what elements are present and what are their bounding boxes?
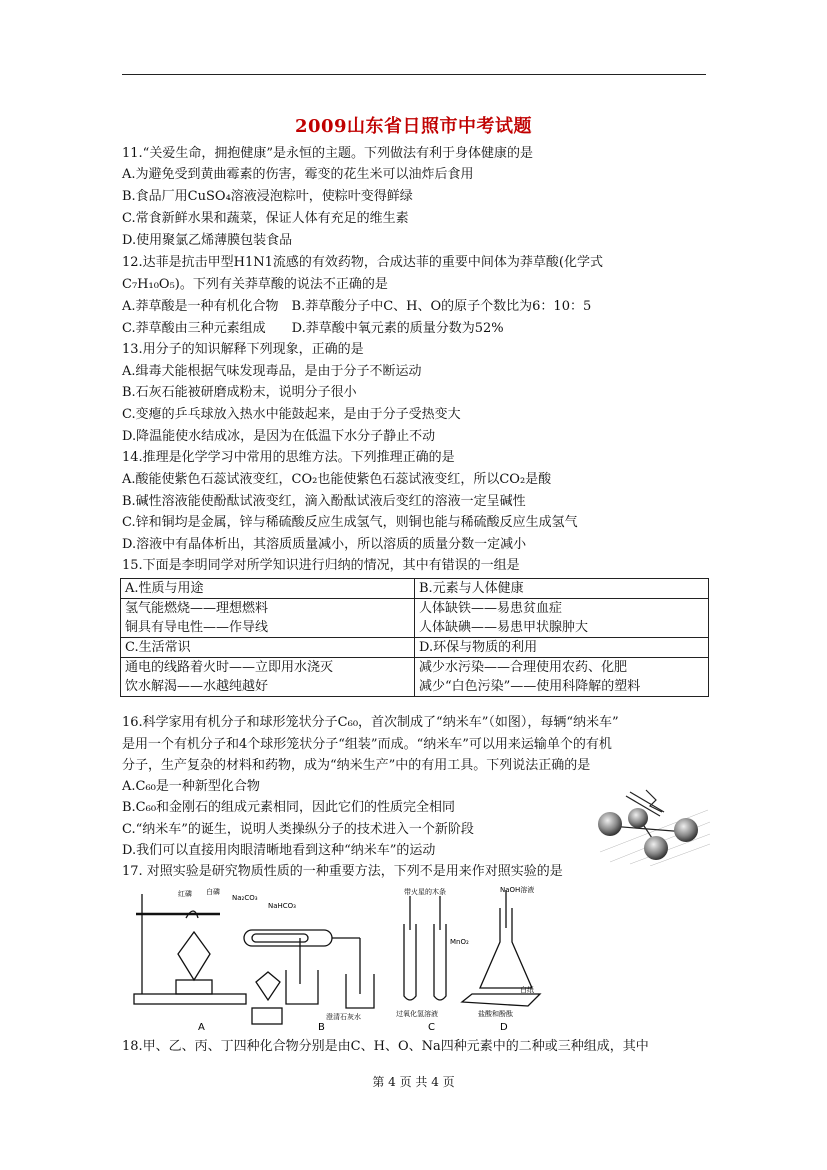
q14-option-d: D.溶液中有晶体析出，其溶质质量减小，所以溶质的质量分数一定减小: [122, 537, 527, 552]
q12-options-ab: A.莽草酸是一种有机化合物 B.莽草酸分子中C、H、O的原子个数比为6：10：5: [122, 299, 592, 314]
q13-option-d: D.降温能使水结成冰，是因为在低温下水分子静止不动: [122, 429, 436, 444]
label-option-c: C: [428, 1022, 435, 1033]
label-mno2: MnO₂: [450, 938, 469, 946]
q15-stem: 15.下面是李明同学对所学知识进行归纳的情况，其中有错误的一组是: [122, 558, 520, 573]
header-rule: [122, 74, 706, 75]
label-option-a: A: [198, 1022, 205, 1033]
q11-option-a: A.为避免受到黄曲霉素的伤害，霉变的花生米可以油炸后食用: [122, 167, 474, 182]
label-na2co3: Na₂CO₃: [232, 894, 258, 902]
table-cell-c-body: 通电的线路着火时——立即用水浇灭 饮水解渴——水越纯越好: [121, 658, 415, 697]
q13-option-c: C.变瘪的乒乓球放入热水中能鼓起来，是由于分子受热变大: [122, 407, 461, 422]
table-cell-d-header: D.环保与物质的利用: [415, 638, 709, 658]
q16-option-b: B.C₆₀和金刚石的组成元素相同，因此它们的性质完全相同: [122, 800, 456, 815]
q11-stem: 11.“关爱生命，拥抱健康”是永恒的主题。下列做法有利于身体健康的是: [122, 146, 533, 161]
q12-options-cd: C.莽草酸由三种元素组成 D.莽草酸中氧元素的质量分数为52%: [122, 321, 504, 336]
q14-option-b: B.碱性溶液能使酚酞试液变红，滴入酚酞试液后变红的溶液一定呈碱性: [122, 494, 526, 509]
table-cell-b-header: B.元素与人体健康: [415, 579, 709, 599]
page-footer: 第 4 页 共 4 页: [372, 1075, 455, 1089]
q16-option-a: A.C₆₀是一种新型化合物: [122, 779, 260, 794]
label-red-phosphorus: 红磷: [178, 890, 192, 898]
table-cell-d-body: 减少水污染——合理使用农药、化肥 减少“白色污染”——使用科降解的塑料: [415, 658, 709, 697]
q13-option-b: B.石灰石能被研磨成粉末，说明分子很小: [122, 385, 357, 400]
label-flask-contents: 盐酸和酚酞: [478, 1010, 513, 1018]
q16-stem-line3: 分子，生产复杂的材料和药物，成为“纳米生产”中的有用工具。下列说法正确的是: [122, 758, 591, 773]
q17-apparatus-figure: [128, 884, 548, 1034]
q15-table: [120, 578, 709, 697]
q17-stem: 17. 对照实验是研究物质性质的一种重要方法，下列不是用来作对照实验的是: [122, 864, 563, 879]
page-title: 2009山东省日照市中考试题: [294, 116, 533, 137]
q16-stem-line1: 16.科学家用有机分子和球形笼状分子C₆₀，首次制成了“纳米车”（如图），每辆“纳米车”: [122, 715, 619, 730]
label-glowing-splint: 带火星的木条: [404, 888, 446, 896]
table-cell-b-body: 人体缺铁——易患贫血症 人体缺碘——易患甲状腺肿大: [415, 599, 709, 638]
q13-stem: 13.用分子的知识解释下列现象，正确的是: [122, 342, 364, 357]
q14-option-a: A.酸能使紫色石蕊试液变红，CO₂也能使紫色石蕊试液变红，所以CO₂是酸: [122, 472, 552, 487]
q16-stem-line2: 是用一个有机分子和4个球形笼状分子“组装”而成。“纳米车”可以用来运输单个的有机: [122, 737, 612, 752]
label-naoh: NaOH溶液: [500, 886, 535, 894]
table-row: [121, 638, 709, 658]
q13-option-a: A.缉毒犬能根据气味发现毒品，是由于分子不断运动: [122, 364, 422, 379]
label-option-d: D: [500, 1022, 508, 1033]
nanocar-image: [590, 782, 712, 866]
q12-stem-line1: 12.达菲是抗击甲型H1N1流感的有效药物，合成达菲的重要中间体为莽草酸(化学式: [122, 255, 604, 270]
q12-stem-line2: C₇H₁₀O₅)。下列有关莽草酸的说法不正确的是: [122, 277, 388, 292]
label-white-phosphorus: 白磷: [206, 888, 220, 896]
table-cell-c-header: C.生活常识: [121, 638, 415, 658]
table-cell-a-header: A.性质与用途: [121, 579, 415, 599]
table-row: [121, 599, 709, 638]
label-limewater: 澄清石灰水: [326, 1013, 361, 1021]
q16-option-c: C.“纳米车”的诞生，说明人类操纵分子的技术进入一个新阶段: [122, 822, 474, 837]
q11-option-d: D.使用聚氯乙烯薄膜包装食品: [122, 233, 293, 248]
q16-option-d: D.我们可以直接用肉眼清晰地看到这种“纳米车”的运动: [122, 843, 436, 858]
label-white-paper: 白纸: [520, 986, 534, 994]
q11-option-b: B.食品厂用CuSO₄溶液浸泡粽叶，使粽叶变得鲜绿: [122, 189, 413, 204]
label-option-b: B: [318, 1022, 325, 1033]
q14-stem: 14.推理是化学学习中常用的思维方法。下列推理正确的是: [122, 450, 455, 465]
label-hydrogen-peroxide: 过氧化氢溶液: [396, 1010, 438, 1018]
q11-option-c: C.常食新鲜水果和蔬菜，保证人体有充足的维生素: [122, 211, 409, 226]
table-row: [121, 579, 709, 599]
q14-option-c: C.锌和铜均是金属，锌与稀硫酸反应生成氢气，则铜也能与稀硫酸反应生成氢气: [122, 515, 578, 530]
q18-stem: 18.甲、乙、丙、丁四种化合物分别是由C、H、O、Na四种元素中的二种或三种组成，其中: [122, 1039, 649, 1054]
label-nahco3: NaHCO₃: [268, 902, 296, 910]
table-cell-a-body: 氢气能燃烧——理想燃料 铜具有导电性——作导线: [121, 599, 415, 638]
table-row: [121, 658, 709, 697]
